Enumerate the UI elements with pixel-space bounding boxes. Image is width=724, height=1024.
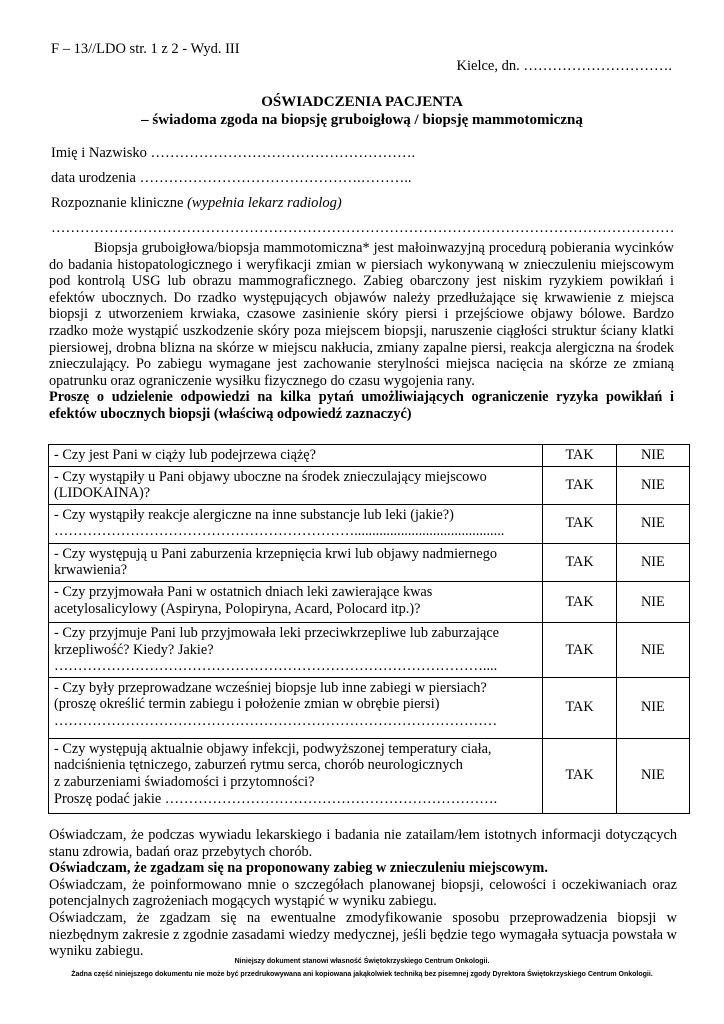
question-line: - Czy przyjmowała Pani w ostatnich dniach leki zawierające kwas (54, 583, 433, 600)
question-line: (proszę określić termin zabiegu i położenie zmian w obrębie piersi) (54, 696, 440, 713)
question-line: - Czy wystąpiły reakcje alergiczne na inne substancje lub leki (jakie?) (54, 506, 454, 523)
question-line[interactable]: ………………………………………………………………………………… (54, 712, 498, 729)
table-row (49, 677, 690, 738)
diagnosis-hint: (wypełnia lekarz radiolog) (187, 195, 342, 211)
question-line: acetylosalicylowy (Aspiryna, Polopiryna, Acard, Polocard itp.)? (54, 600, 421, 617)
question-cell (49, 738, 543, 813)
diagnosis-field (51, 195, 342, 212)
question-cell (49, 504, 543, 543)
footer-copyright: Żadna część niniejszego dokumentu nie może być przedrukowywana ani kopiowana jakąkolwiek techniką bez pisemnej zgody Dyrektora Świętokrzyskiego Centrum Onkologii. (71, 971, 653, 978)
answer-yes[interactable]: TAK (543, 543, 616, 581)
question-line: - Czy przyjmuje Pani lub przyjmowała leki przeciwkrzepliwe lub zaburzające (54, 624, 500, 641)
table-row (49, 622, 690, 677)
intro-text (49, 240, 674, 423)
document-id: F – 13//LDO str. 1 z 2 - Wyd. III (51, 41, 240, 57)
table-row (49, 466, 690, 504)
question-line: krzepliwość? Kiedy? Jakie? (54, 641, 214, 658)
question-line[interactable]: ……………………………………………………….......................................... (54, 523, 505, 540)
answer-no[interactable]: NIE (616, 677, 689, 738)
declarations-block (49, 827, 677, 960)
title-block (0, 93, 724, 129)
question-cell (49, 543, 543, 581)
answer-yes[interactable]: TAK (543, 581, 616, 622)
question-line: krwawienia? (54, 562, 128, 579)
declaration-consent: Oświadczam, że zgadzam się na proponowany zabieg w znieczuleniu miejscowym. (49, 860, 548, 877)
answer-no[interactable]: NIE (616, 504, 689, 543)
table-row (49, 504, 690, 543)
question-cell (49, 581, 543, 622)
question-line[interactable]: ……………………………………………………………………………….... (54, 658, 498, 675)
question-line: z zaburzeniami świadomości i przytomności? (54, 773, 315, 790)
answer-no[interactable]: NIE (616, 622, 689, 677)
table-row (49, 581, 690, 622)
name-field[interactable]: Imię i Nazwisko ………………………………………………. (51, 145, 416, 161)
question-line: nadciśnienia tętniczego, zaburzeń rytmu serca, chorób neurologicznych (54, 757, 463, 774)
answer-yes[interactable]: TAK (543, 466, 616, 504)
table-row (49, 738, 690, 813)
question-line: - Czy jest Pani w ciąży lub podejrzewa ciążę? (54, 447, 316, 463)
place-date-line: Kielce, dn. …………………………. (456, 58, 672, 74)
questions-request: Proszę o udzielenie odpowiedzi na kilka pytań umożliwiających ograniczenie ryzyka powikłań i efektów ubocznych biopsji (właściwą odpowiedź zaznaczyć) (49, 389, 674, 422)
declaration-modification: Oświadczam, że zgadzam się na ewentualne zmodyfikowanie sposobu przeprowadzenia biopsji w niezbędnym zakresie z zgodnie zasadami wiedzy medycznej, jeśli będzie tego wymagała sytuacja powstała w wyniku zabiegu. (49, 909, 677, 960)
question-cell (49, 677, 543, 738)
question-line: (LIDOKAINA)? (54, 485, 151, 502)
footer-ownership: Niniejszy dokument stanowi własność Świętokrzyskiego Centrum Onkologii. (234, 958, 490, 965)
question-line[interactable]: Proszę podać jakie ……………………………………………………………. (54, 790, 498, 807)
answer-no[interactable]: NIE (616, 581, 689, 622)
question-cell (49, 622, 543, 677)
question-line: - Czy występują aktualnie objawy infekcji, podwyższonej temperatury ciała, (54, 740, 492, 757)
intro-paragraph: Biopsja gruboigłowa/biopsja mammotomiczna* jest małoinwazyjną procedurą pobierania wycinków do badania histopatologicznego i weryfikacji zmian w piersiach wykonywaną w znieczuleniu miejscowym pod kontrolą USG lub obrazu mammograficznego. Zabieg obarczony jest niskim ryzykiem powikłań i efektów ubocznych. Do rzadko występujących objawów należy przedłużające się krwawienie z miejsca biopsji z utworzeniem krwiaka, czasowe zasinienie skóry piersi i przejściowe objawy bólowe. Bardzo rzadko może wystąpić uszkodzenie skóry poza miejscem biopsji, naruszenie ciągłości struktur ściany klatki piersiowej, drobna blizna na skórze w miejscu nakłucia, zmiany zapalne piersi, reakcja alergiczna na środek znieczulający. Po zabiegu wymagane jest zachowanie sterylności miejsca nacięcia na skórze ze zmianą opatrunku oraz ograniczenie wysiłku fizycznego do czasu wygojenia rany. (49, 240, 674, 389)
answer-yes[interactable]: TAK (543, 738, 616, 813)
answer-no[interactable]: NIE (616, 543, 689, 581)
table-row (49, 543, 690, 581)
answer-no[interactable]: NIE (616, 466, 689, 504)
question-cell (49, 445, 543, 467)
question-line: - Czy występują u Pani zaburzenia krzepnięcia krwi lub objawy nadmiernego (54, 545, 498, 562)
answer-yes[interactable]: TAK (543, 677, 616, 738)
questions-table (48, 444, 690, 814)
answer-yes[interactable]: TAK (543, 445, 616, 467)
birth-date-field[interactable]: data urodzenia ……………………………………….……….. (51, 170, 412, 186)
declaration-informed: Oświadczam, że poinformowano mnie o szczegółach planowanej biopsji, celowości i oczekiwaniach oraz potencjalnych zagrożeniach mogących wystąpić w wyniku zabiegu. (49, 876, 677, 910)
document-subtitle: – świadoma zgoda na biopsję gruboigłową / biopsję mammotomiczną (141, 112, 583, 128)
document-title: OŚWIADCZENIA PACJENTA (261, 94, 463, 110)
answer-no[interactable]: NIE (616, 738, 689, 813)
question-cell (49, 466, 543, 504)
answer-yes[interactable]: TAK (543, 504, 616, 543)
footer (0, 955, 724, 981)
diagnosis-label: Rozpoznanie kliniczne (51, 195, 188, 211)
answer-yes[interactable]: TAK (543, 622, 616, 677)
diagnosis-line[interactable]: ………………………………………………………………………………………………………………… (51, 220, 675, 236)
declaration-interview: Oświadczam, że podczas wywiadu lekarskiego i badania nie zatailam/łem istotnych informacji dotyczących stanu zdrowia, badań oraz przebytych chorób. (49, 827, 677, 860)
question-line: - Czy wystąpiły u Pani objawy uboczne na środek znieczulający miejscowo (54, 468, 487, 485)
table-row (49, 445, 690, 467)
question-line: - Czy były przeprowadzane wcześniej biopsje lub inne zabiegi w piersiach? (54, 679, 487, 696)
answer-no[interactable]: NIE (616, 445, 689, 467)
